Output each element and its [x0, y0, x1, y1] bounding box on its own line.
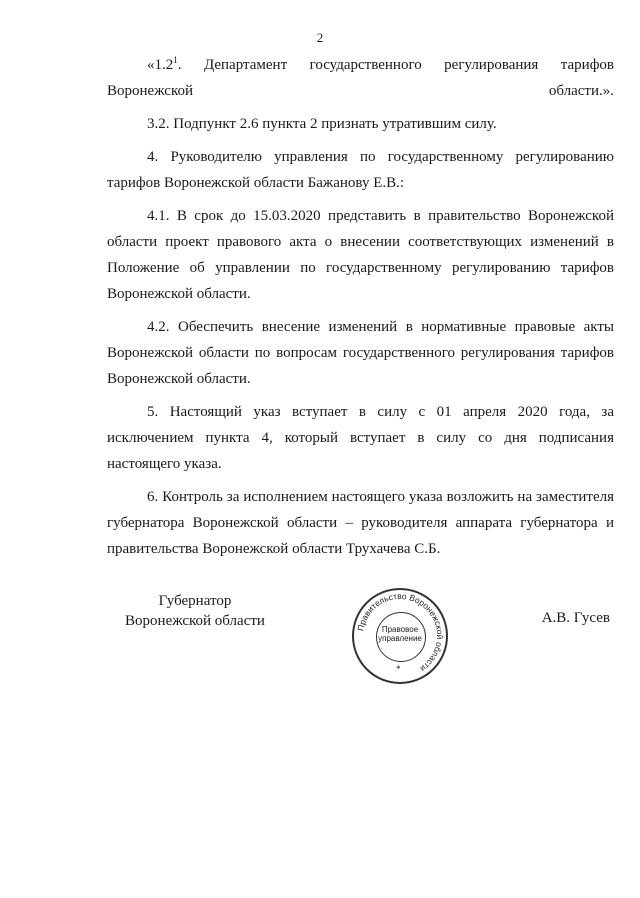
paragraph-3-2: 3.2. Подпункт 2.6 пункта 2 признать утратившим силу.	[147, 116, 497, 132]
official-stamp	[352, 588, 448, 684]
stamp-center-line1: Правовое	[381, 625, 419, 634]
superscript-one: 1	[173, 55, 178, 65]
paragraph-4-2: 4.2. Обеспечить внесение изменений в нормативные правовые акты Воронежской области по вопросам государственного регулирования тарифов Воронежской области.	[107, 319, 614, 387]
signature-block	[0, 588, 640, 674]
paragraph-department	[107, 52, 614, 104]
paragraph-department-prefix: «1.2	[147, 57, 174, 73]
governor-title-line1: Губернатор	[158, 593, 232, 609]
paragraph-department-rest: . Департамент государственного регулирования тарифов Воронежской области.».	[107, 57, 614, 99]
stamp-center-text	[374, 625, 426, 643]
stamp-ring-textpath: Правительство Воронежской области	[355, 590, 446, 674]
governor-title	[115, 591, 275, 631]
paragraph-4-1: 4.1. В срок до 15.03.2020 представить в правительство Воронежской области проект правового акта о внесении соответствующих изменений в Положение об управлении по государственному регулированию тарифов Воронежской области.	[107, 208, 614, 302]
governor-name: А.В. Гусев	[541, 610, 610, 626]
document-body	[107, 52, 614, 569]
paragraph-5: 5. Настоящий указ вступает в силу с 01 апреля 2020 года, за исключением пункта 4, который вступает в силу со дня подписания настоящего указа.	[107, 404, 614, 472]
page-number: 2	[316, 30, 324, 45]
governor-title-line2: Воронежской области	[125, 613, 265, 629]
stamp-star: *	[396, 664, 401, 674]
paragraph-6: 6. Контроль за исполнением настоящего указа возложить на заместителя губернатора Воронежской области – руководителя аппарата губернатора и правительства Воронежской области Трухачева С.Б.	[107, 489, 614, 557]
paragraph-4: 4. Руководителю управления по государственному регулированию тарифов Воронежской области Бажанову Е.В.:	[107, 149, 614, 191]
stamp-center-line2: управление	[378, 634, 422, 643]
